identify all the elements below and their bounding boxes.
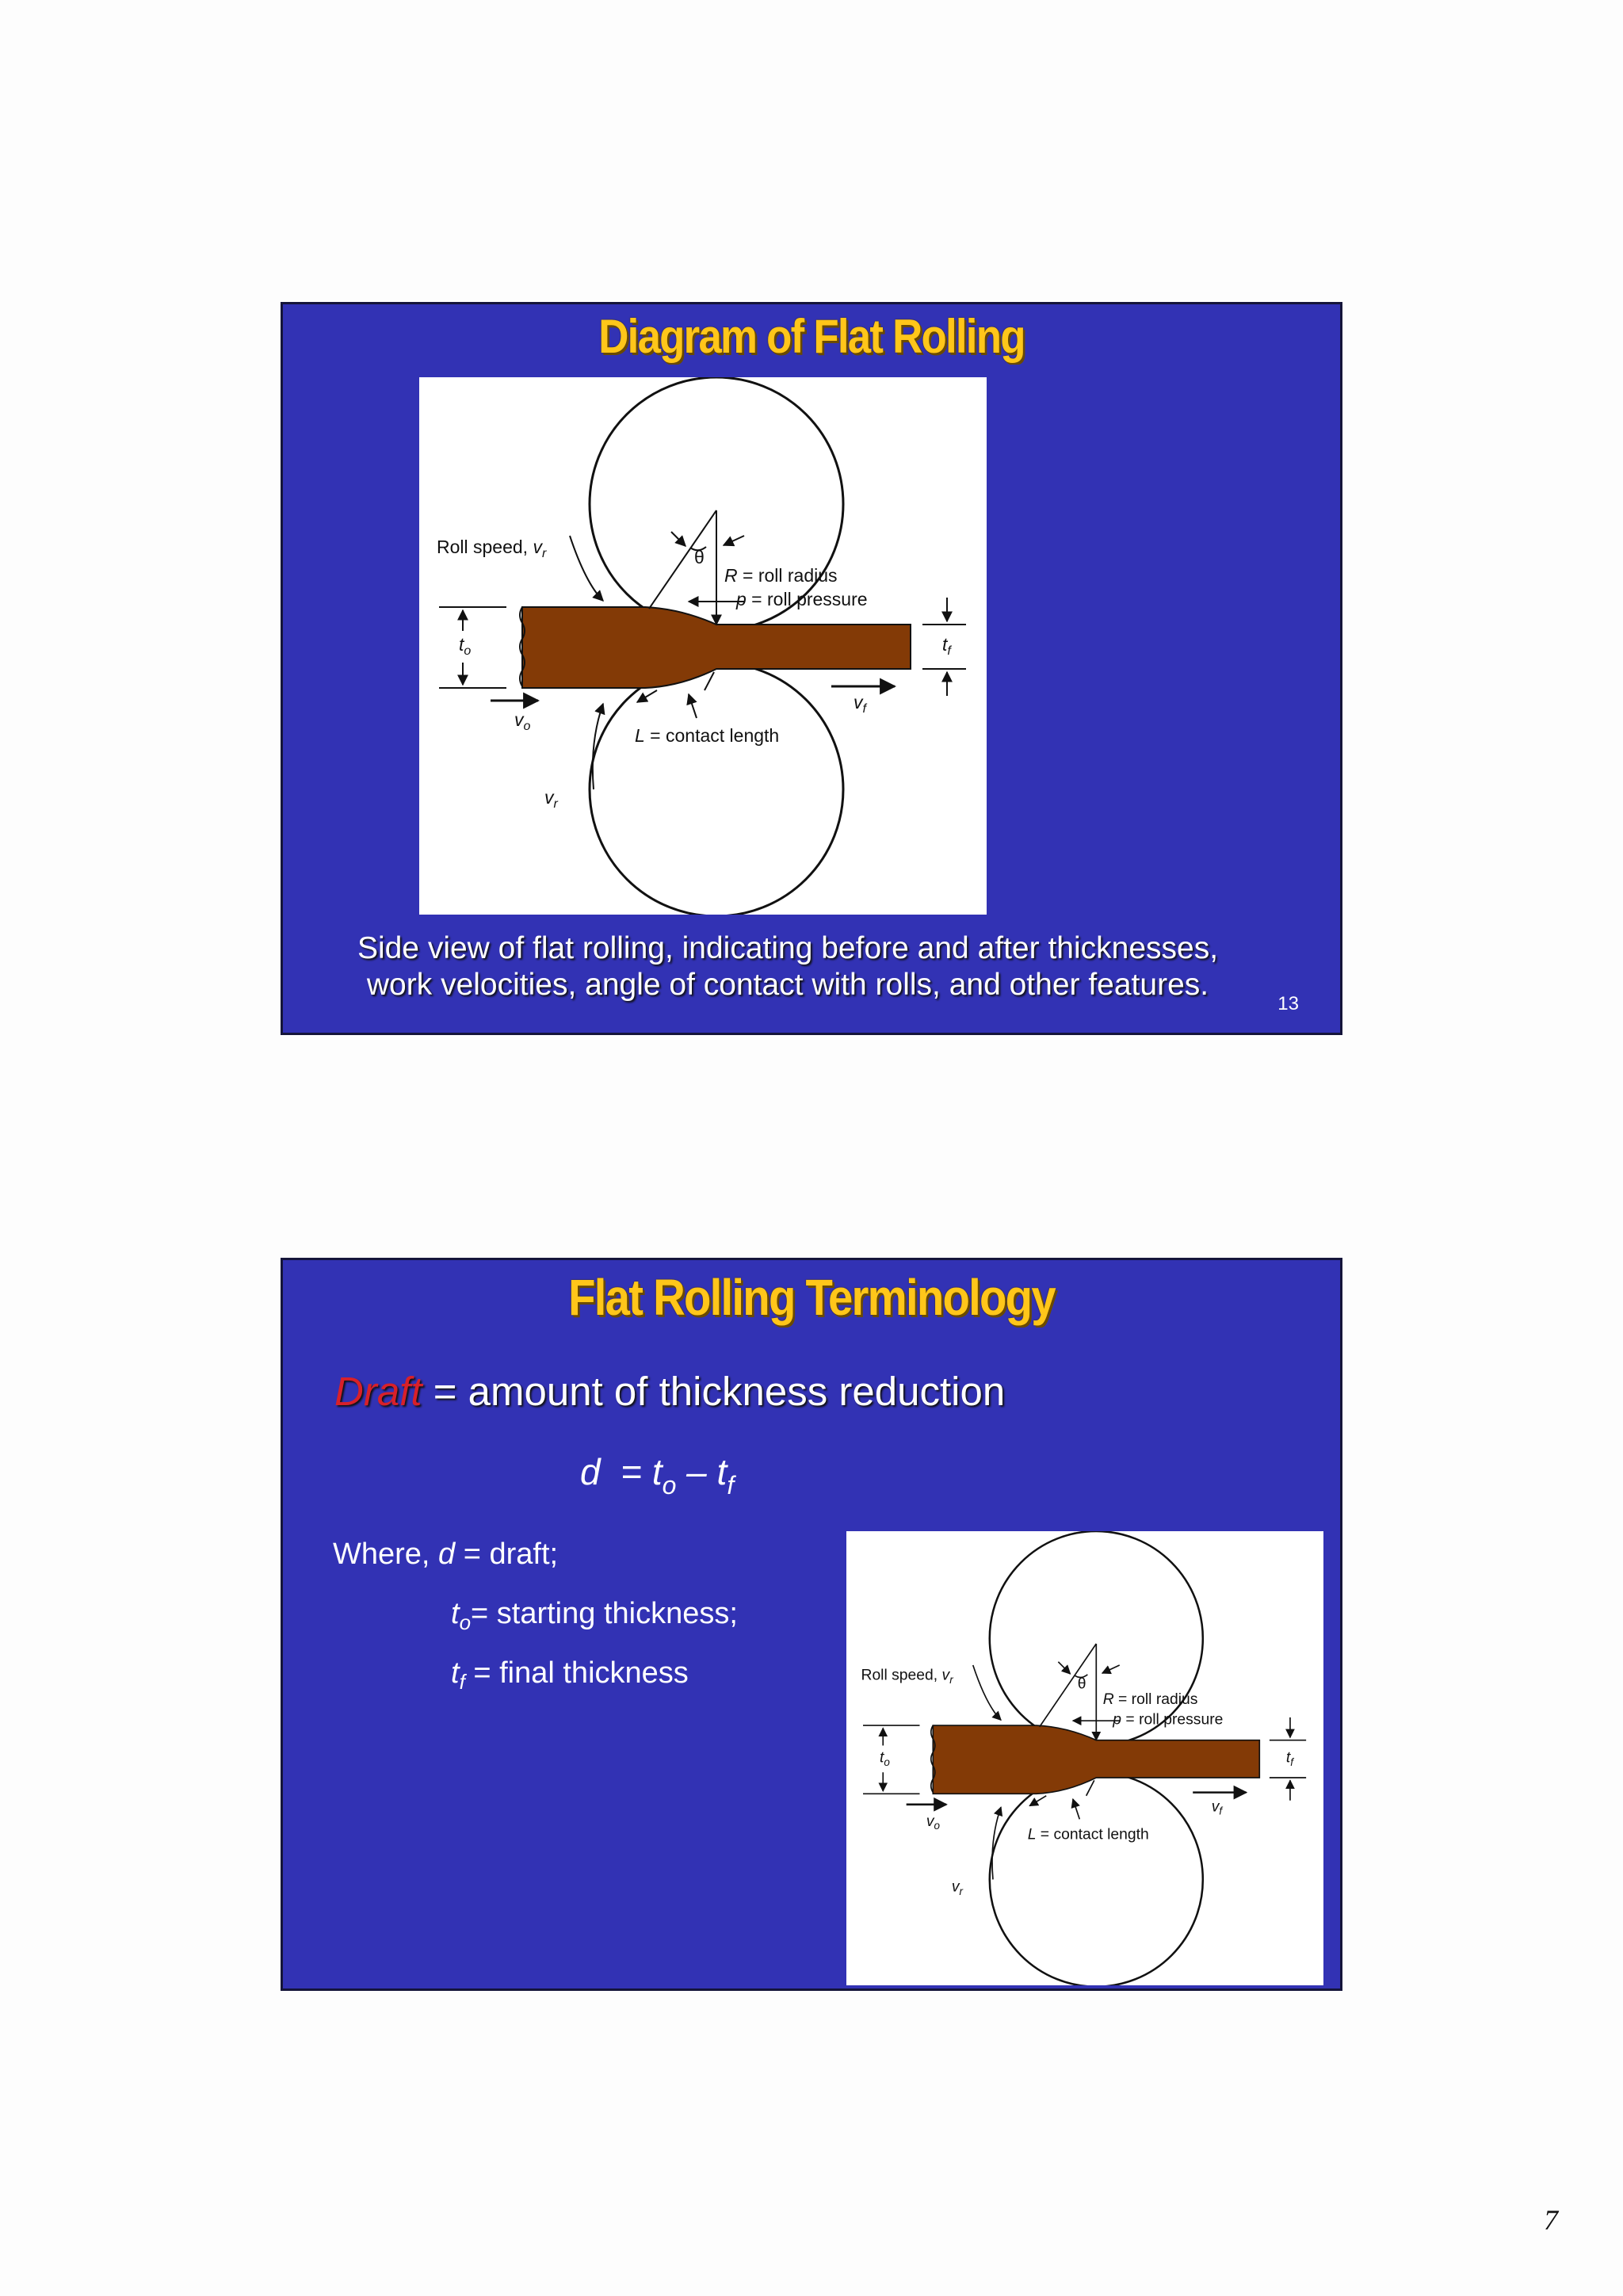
formula-sub-o: o [662,1471,677,1499]
v0-label: $v_o$ [926,1812,941,1832]
flat-rolling-diagram-small [846,1531,1323,1985]
formula-t-o: t [651,1451,663,1492]
starting-thickness-line [451,1597,738,1635]
vr-label: $v_r$ [544,787,558,811]
tf-symbol: t [451,1656,460,1690]
vf-label: $v_f$ [854,692,866,716]
formula-minus: – [676,1451,717,1492]
to-text: = starting thickness; [471,1597,738,1630]
draft-definition-text: = amount of thickness reduction [422,1369,1006,1414]
formula-sub-f: f [727,1471,735,1499]
lower-roll [590,663,843,915]
slide-title: Flat Rolling Terminology [568,1269,1055,1326]
v0-label: $v_o$ [514,709,531,733]
contact-angle-line [1040,1644,1096,1727]
slide-title: Diagram of Flat Rolling [598,310,1025,363]
tf-label: $t_f$ [942,634,951,658]
roll-speed-arrow-top [973,1665,1001,1720]
slide-number: 13 [1277,993,1299,1014]
contact-length-label: L = contact length [635,725,780,746]
tf-sub: f [459,1670,465,1694]
to-sub: o [459,1610,472,1634]
roll-radius-label: R = roll radius [1102,1690,1198,1709]
theta-label: θ [694,547,705,567]
formula-equals: = [600,1451,652,1492]
draft-formula [580,1450,734,1500]
vf-label: $v_f$ [1211,1797,1223,1817]
slide-flat-rolling-terminology [281,1258,1342,1991]
caption-line-2: work velocities, angle of contact with rolls, and other features. [366,968,1209,1002]
draft-definition [334,1368,1005,1415]
theta-label: θ [1077,1675,1086,1693]
draft-term: Draft [334,1369,422,1414]
roll-speed-arrow-top [570,536,603,601]
final-thickness-line [451,1656,689,1694]
where-draft-line [333,1538,558,1572]
lower-roll [990,1772,1203,1985]
slide-caption [330,930,1245,1003]
t0-label: $t_o$ [880,1748,890,1768]
page-number: 7 [1544,2204,1558,2236]
t0-label: $t_o$ [459,634,472,658]
roll-speed-label: Roll speed, $v_r$ [861,1666,953,1686]
where-text: = draft; [455,1538,559,1571]
contact-length-label: L = contact length [1027,1825,1149,1843]
where-symbol: d [438,1538,456,1571]
to-symbol: t [451,1597,460,1630]
tf-label: $t_f$ [1285,1748,1294,1768]
slide-diagram-of-flat-rolling [281,302,1342,1035]
where-prefix: Where, [333,1538,439,1571]
flat-rolling-diagram [419,377,987,915]
roll-pressure-label: p = roll pressure [736,589,868,609]
roll-speed-label: Roll speed, $v_r$ [437,537,547,560]
roll-radius-label: R = roll radius [724,565,838,586]
roll-pressure-label: p = roll pressure [1113,1710,1224,1729]
contact-angle-line [649,510,716,609]
tf-text: = final thickness [464,1656,689,1690]
formula-lhs: d [580,1451,601,1492]
formula-t-f: t [716,1451,727,1492]
caption-line-1: Side view of flat rolling, indicating before and after thicknesses, [357,931,1219,965]
vr-label: $v_r$ [951,1878,963,1897]
